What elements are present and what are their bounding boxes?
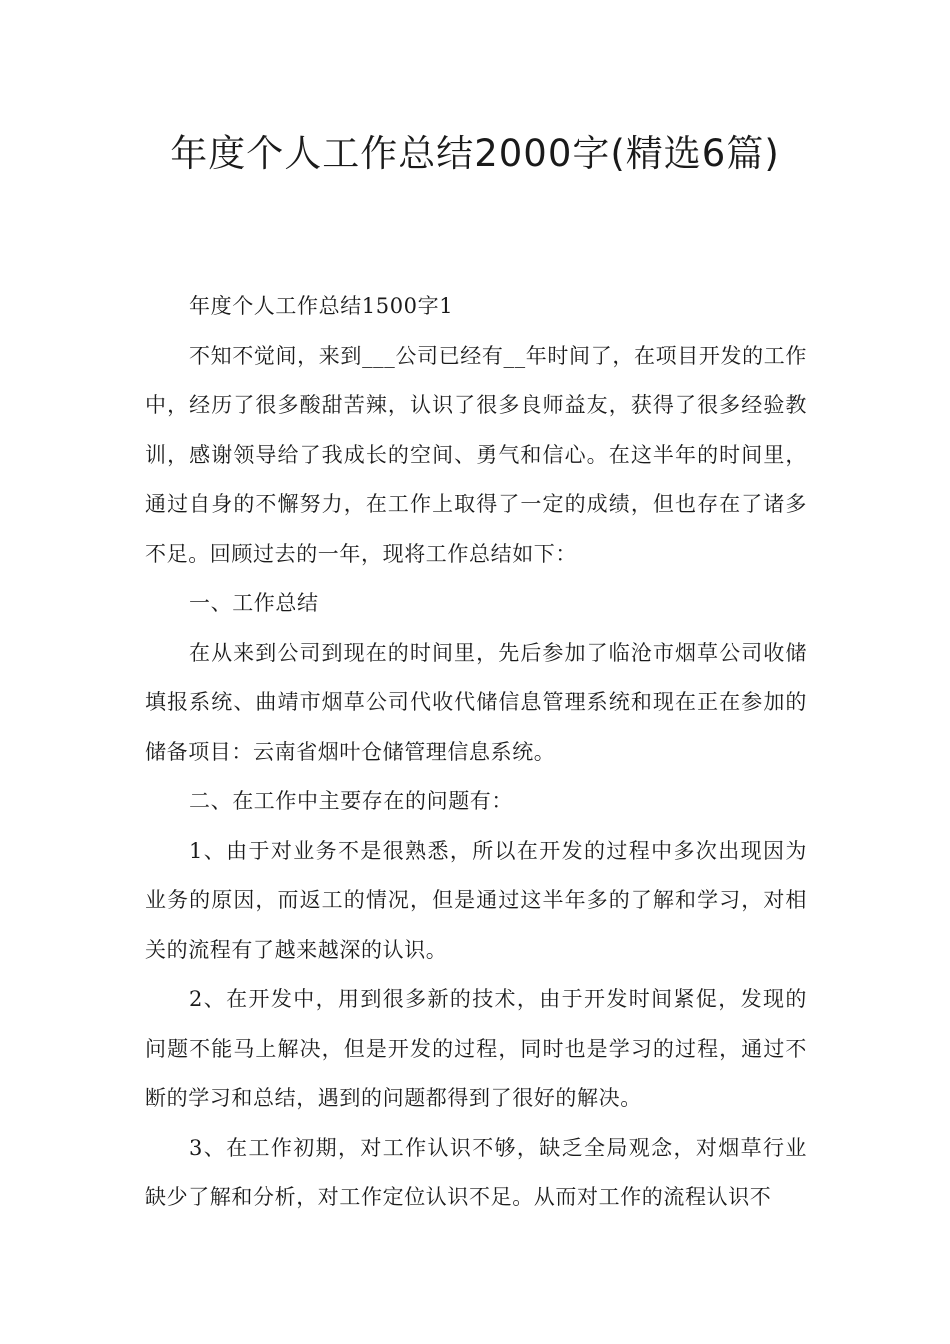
paragraph: 不知不觉间，来到___公司已经有__年时间了，在项目开发的工作中，经历了很多酸甜苦辣，认识了很多良师益友，获得了很多经验教训，感谢领导给了我成长的空间、勇气和信心。在这半年的时间里，通过自身的不懈努力，在工作上取得了一定的成绩，但也存在了诸多不足。回顾过去的一年，现将工作总结如下： xyxy=(145,343,807,566)
document-title: 年度个人工作总结2000字(精选6篇) xyxy=(170,132,780,175)
section-heading: 二、在工作中主要存在的问题有： xyxy=(189,789,513,813)
document-body xyxy=(145,282,807,1223)
list-item: 1、由于对业务不是很熟悉，所以在开发的过程中多次出现因为业务的原因，而返工的情况，但是通过这半年多的了解和学习，对相关的流程有了越来越深的认识。 xyxy=(145,838,807,962)
section-heading: 一、工作总结 xyxy=(189,591,319,615)
list-item: 2、在开发中，用到很多新的技术，由于开发时间紧促，发现的问题不能马上解决，但是开发的过程，同时也是学习的过程，通过不断的学习和总结，遇到的问题都得到了很好的解决。 xyxy=(145,987,807,1110)
paragraph: 在从来到公司到现在的时间里，先后参加了临沧市烟草公司收储填报系统、曲靖市烟草公司代收代储信息管理系统和现在正在参加的储备项目：云南省烟叶仓储管理信息系统。 xyxy=(145,640,807,764)
section-heading: 年度个人工作总结1500字1 xyxy=(189,294,454,318)
list-item: 3、在工作初期，对工作认识不够，缺乏全局观念，对烟草行业缺少了解和分析，对工作定位认识不足。从而对工作的流程认识不 xyxy=(145,1135,807,1209)
